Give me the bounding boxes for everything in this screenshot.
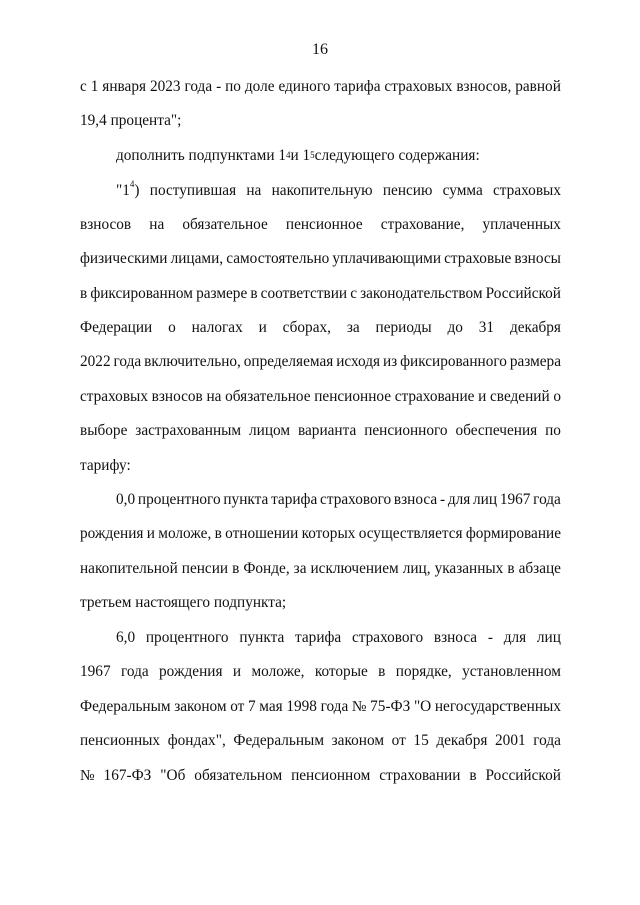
word: года <box>320 698 349 715</box>
word: страхование, <box>380 216 465 233</box>
word: поступившая <box>149 182 237 199</box>
word: обязательном <box>194 767 283 784</box>
word: размере <box>196 285 248 302</box>
word: мая <box>259 698 283 715</box>
word: пункта <box>223 491 269 508</box>
word: фондах", <box>167 732 226 749</box>
word: страховых <box>80 388 148 405</box>
word: 75-ФЗ <box>370 698 411 715</box>
word: № <box>80 767 95 784</box>
word: Российской <box>485 285 561 302</box>
word: 1 <box>90 78 99 95</box>
word: страхование <box>394 388 475 405</box>
text-line <box>80 421 561 441</box>
word: 31 <box>478 319 495 336</box>
word: уплачивающими <box>332 250 442 267</box>
word: варианта <box>297 422 357 439</box>
word: выборе <box>80 422 128 439</box>
word: Фонде, <box>243 560 290 577</box>
text-line <box>80 284 561 304</box>
word: рождения <box>159 663 223 680</box>
word: доле <box>244 78 275 95</box>
word: с <box>80 78 87 95</box>
word: соответствии <box>260 285 348 302</box>
word: 15 <box>413 732 429 749</box>
word: лицом <box>249 422 291 439</box>
word: исключением <box>310 560 399 577</box>
word: страховых <box>493 182 561 199</box>
word: в <box>507 560 515 577</box>
word: о <box>168 319 176 336</box>
word: - <box>216 78 222 95</box>
word: взносов <box>151 388 203 405</box>
text-line: третьем настоящего подпункта; <box>80 594 287 611</box>
word: уплаченных <box>482 216 561 233</box>
word: декабря <box>509 319 561 336</box>
word: - <box>439 491 446 508</box>
word: за <box>293 560 307 577</box>
word: - <box>487 629 493 646</box>
text-line <box>80 77 561 97</box>
word: года <box>120 663 149 680</box>
word: налогах <box>191 319 243 336</box>
text-line <box>116 490 561 510</box>
word: в <box>469 767 477 784</box>
word: включительно, <box>144 353 241 370</box>
line-text: дополнить подпунктами 1 <box>116 147 286 164</box>
word: равной <box>515 78 561 95</box>
word: законом <box>331 732 384 749</box>
text-line <box>80 662 561 682</box>
text-line <box>80 766 561 786</box>
text-line <box>80 215 561 235</box>
word: моложе, <box>251 663 305 680</box>
word: лиц <box>473 491 498 508</box>
word: года <box>113 353 142 370</box>
word: в <box>250 285 258 302</box>
word: накопительной <box>80 560 178 577</box>
word: рождения <box>80 525 144 542</box>
word: порядке, <box>395 663 452 680</box>
word: и <box>146 525 155 542</box>
word: на <box>246 182 262 199</box>
word: Федеральным <box>233 732 324 749</box>
word: пенсионное <box>314 388 392 405</box>
word: установленном <box>462 663 561 680</box>
text-line: дополнить подпунктами 1 4 и 1 5 следующего содержания: <box>116 147 480 164</box>
word: 7 <box>248 698 256 715</box>
word: размера <box>509 353 561 370</box>
word: пенсионных <box>80 732 161 749</box>
text-line <box>116 178 561 201</box>
word: страхового <box>351 629 424 646</box>
text-line <box>80 387 561 407</box>
word: о <box>553 388 561 405</box>
word: № <box>351 698 367 715</box>
word: обеспечения <box>455 422 538 439</box>
word: взноса <box>393 491 438 508</box>
word: тарифа <box>271 491 318 508</box>
word: физическими <box>80 250 168 267</box>
word: декабря <box>436 732 488 749</box>
word: с <box>350 285 357 302</box>
text-line: 19,4 процента"; <box>80 112 182 129</box>
word: застрахованным <box>135 422 242 439</box>
word: указанных <box>434 560 504 577</box>
word: в <box>232 560 240 577</box>
word: 167-ФЗ <box>103 767 152 784</box>
word: законом <box>174 698 227 715</box>
word: 2001 <box>495 732 526 749</box>
word: года <box>184 78 213 95</box>
text-line <box>116 628 561 648</box>
text-line <box>80 559 561 579</box>
text-line <box>80 318 561 338</box>
word: сборах, <box>282 319 331 336</box>
word: пенсионного <box>364 422 448 439</box>
word: законодательством <box>360 285 483 302</box>
word: фиксированного <box>400 353 507 370</box>
word: Федеральным <box>80 698 171 715</box>
word: 1998 <box>286 698 317 715</box>
word: для <box>447 491 471 508</box>
word: в <box>378 663 386 680</box>
text-line <box>80 352 561 372</box>
word: единого <box>278 78 331 95</box>
word: года <box>533 491 561 508</box>
word: "О <box>413 698 432 715</box>
word: за <box>346 319 360 336</box>
word: взноса <box>433 629 478 646</box>
word: в <box>80 285 88 302</box>
word: периоды <box>375 319 432 336</box>
word: в <box>214 525 222 542</box>
word: по <box>225 78 241 95</box>
word: отношении <box>225 525 299 542</box>
word: абзаце <box>518 560 561 577</box>
word: моложе, <box>158 525 212 542</box>
word: пенсии <box>181 560 229 577</box>
word: фиксированном <box>90 285 193 302</box>
text-line: тарифу: <box>80 457 131 474</box>
word: взносов, <box>456 78 512 95</box>
word: лиц, <box>402 560 431 577</box>
word: 0,0 <box>116 491 136 508</box>
word: страховых <box>384 78 453 95</box>
word: пункта <box>239 629 285 646</box>
word: взносы <box>514 250 561 267</box>
text-line <box>80 697 561 717</box>
word: 6,0 <box>116 629 136 646</box>
word: сумма <box>442 182 483 199</box>
word: от <box>391 732 406 749</box>
word: по <box>545 422 561 439</box>
line-text: следующего содержания: <box>314 147 480 164</box>
word: из <box>382 353 398 370</box>
word: процентного <box>145 629 229 646</box>
word: самостоятельно <box>226 250 330 267</box>
word: и <box>258 319 267 336</box>
word: до <box>447 319 463 336</box>
word: определяемая <box>243 353 334 370</box>
word: "Об <box>160 767 186 784</box>
text-line <box>80 249 561 269</box>
word: негосударственных <box>434 698 561 715</box>
word: обязательное <box>182 216 268 233</box>
word: обязательное <box>225 388 311 405</box>
word: года <box>533 732 561 749</box>
word: на <box>149 216 165 233</box>
word: "$1^4$) <box>116 178 140 199</box>
line-text: и 1 <box>290 147 311 164</box>
word: которые <box>314 663 368 680</box>
word: страховые <box>444 250 512 267</box>
word: и <box>232 663 242 680</box>
word: осуществляется <box>358 525 463 542</box>
word: и <box>478 388 487 405</box>
word: 2023 <box>149 78 181 95</box>
word: 1967 <box>80 663 111 680</box>
word: формирование <box>465 525 561 542</box>
text-line <box>80 731 561 751</box>
word: пенсионном <box>291 767 371 784</box>
word: которых <box>301 525 356 542</box>
word: сведений <box>490 388 550 405</box>
word: 2022 <box>80 353 111 370</box>
word: процентного <box>137 491 221 508</box>
text-line <box>80 524 561 544</box>
word: страхового <box>320 491 392 508</box>
page-number: 16 <box>312 41 328 58</box>
word: от <box>230 698 245 715</box>
word: Российской <box>485 767 561 784</box>
word: лиц <box>536 629 561 646</box>
word: исходя <box>336 353 381 370</box>
word: 1967 <box>499 491 531 508</box>
word: января <box>102 78 147 95</box>
word: для <box>503 629 527 646</box>
word: лицами, <box>170 250 224 267</box>
word: Федерации <box>80 319 153 336</box>
word: страховании <box>379 767 461 784</box>
word: тарифа <box>334 78 381 95</box>
word: на <box>206 388 222 405</box>
word: тарифа <box>295 629 342 646</box>
superscript: 4 <box>129 178 135 189</box>
word: взносов <box>80 216 132 233</box>
word: накопительную <box>271 182 373 199</box>
word: пенсию <box>382 182 433 199</box>
word: пенсионное <box>285 216 363 233</box>
